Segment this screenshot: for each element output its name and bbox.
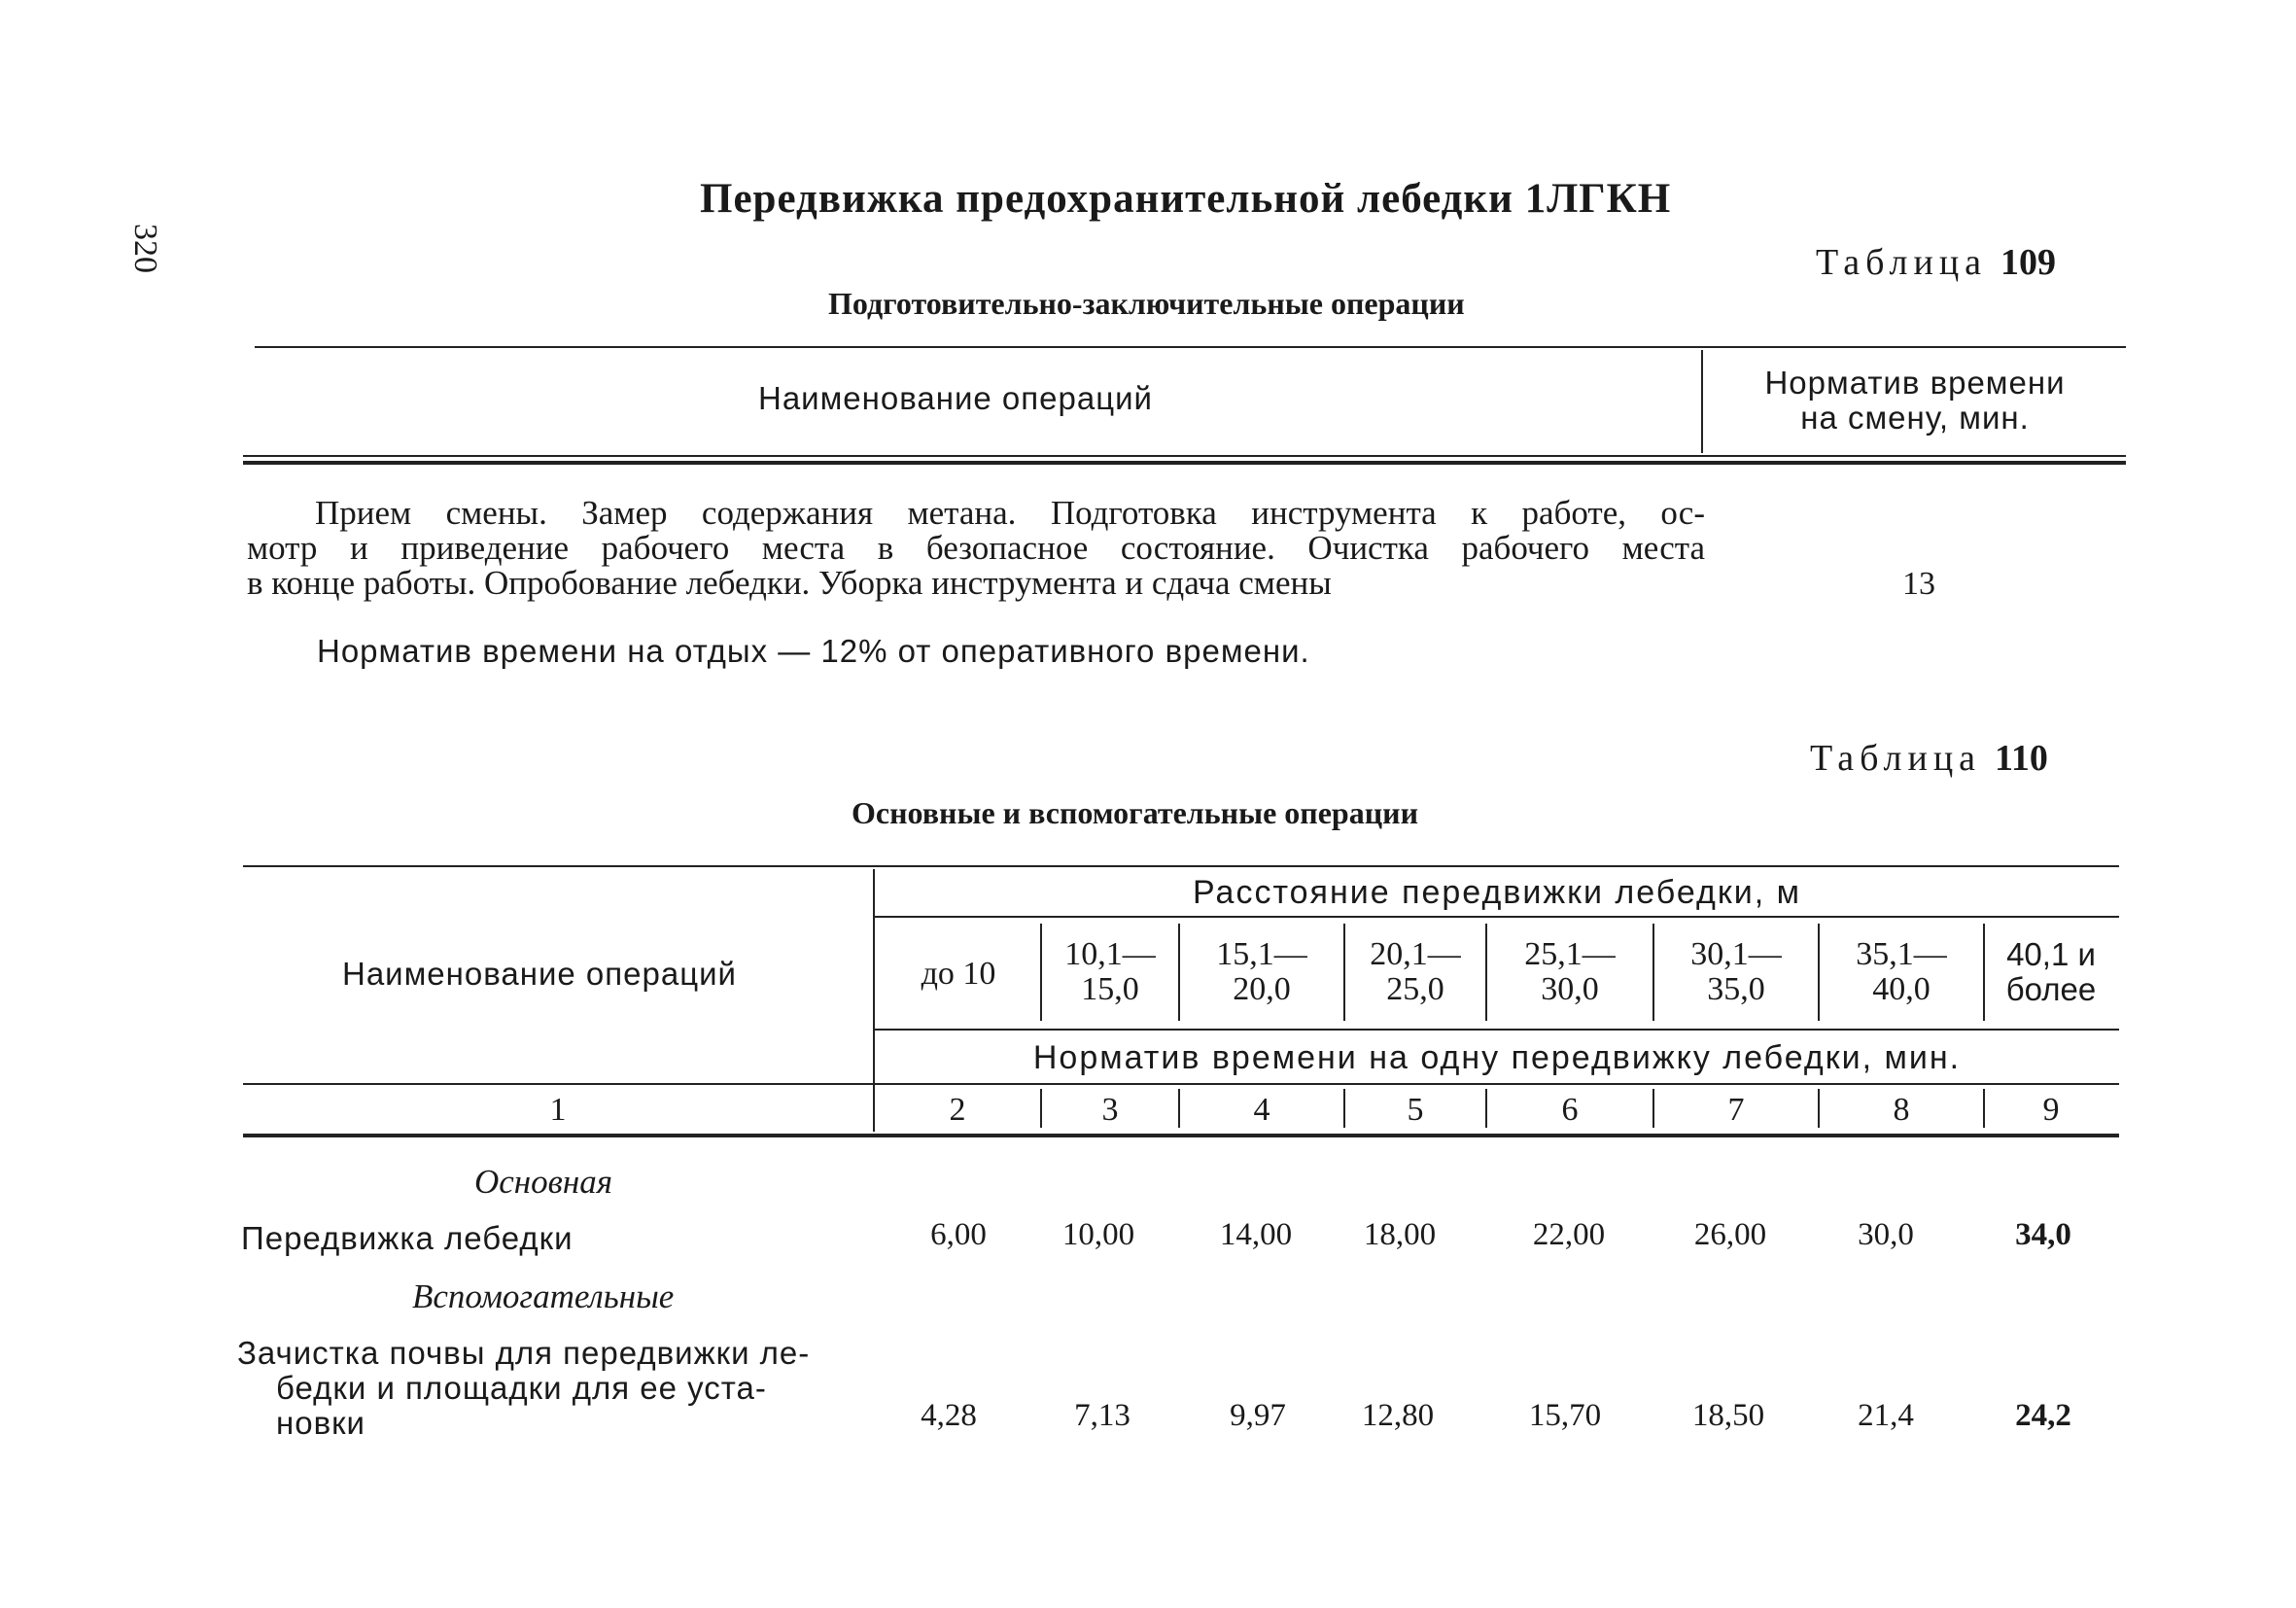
col-number-1: 1 <box>549 1092 567 1128</box>
row-main-value: 34,0 <box>2015 1217 2071 1252</box>
row-main-value: 10,00 <box>1061 1217 1135 1252</box>
table-109-header-rule-2 <box>243 461 2126 465</box>
table-109-col-norm-header-line1: Норматив времени <box>1764 365 2066 401</box>
table-109-row-text-line1: Прием смены. Замер содержания метана. Подготовка инструмента к работе, ос- <box>315 494 1705 532</box>
col-number-3: 3 <box>1101 1092 1119 1128</box>
range-col-2-line2: 15,0 <box>1081 971 1139 1007</box>
table-109-top-rule <box>255 346 2126 348</box>
table-109-col-norm-header-line2: на смену, мин. <box>1800 400 2030 436</box>
table-109-header-divider <box>1701 350 1703 453</box>
section-aux-label: Вспомогательные <box>412 1277 675 1315</box>
range-col-6 <box>1656 937 1816 1007</box>
table-109-subtitle: Подготовительно-заключительные операции <box>828 286 1465 321</box>
col-number-7: 7 <box>1727 1092 1745 1128</box>
page-title: Передвижка предохранительной лебедки 1ЛГКН <box>700 176 1672 222</box>
range-divider <box>1983 924 1985 1021</box>
row-aux-value: 18,50 <box>1691 1398 1765 1433</box>
row-aux-name-line1: Зачистка почвы для передвижки ле- <box>237 1335 811 1371</box>
table-110-col-name-header: Наименование операций <box>342 956 737 992</box>
range-divider <box>1652 924 1654 1021</box>
col-number-2: 2 <box>949 1092 966 1128</box>
row-main-value: 18,00 <box>1363 1217 1437 1252</box>
range-divider <box>1178 924 1180 1021</box>
range-col-1-line1: до 10 <box>921 956 996 992</box>
range-col-2 <box>1044 937 1176 1007</box>
range-col-1 <box>879 957 1038 992</box>
table-110-header-bottom-rule <box>243 1134 2119 1137</box>
range-divider <box>1343 924 1345 1021</box>
row-aux-value: 9,97 <box>1230 1398 1286 1433</box>
row-main-value: 14,00 <box>1219 1217 1293 1252</box>
table-109-row-text <box>247 496 1705 601</box>
table-109-row-value: 13 <box>1902 566 1935 602</box>
table-109-label <box>1816 241 2056 284</box>
table-109-row-text-line2: мотр и приведение рабочего места в безопасное состояние. Очистка рабочего места <box>247 529 1705 567</box>
range-col-5-line2: 30,0 <box>1541 971 1599 1007</box>
range-divider <box>1040 924 1042 1021</box>
page-number: 320 <box>127 224 163 273</box>
table-110-distance-rule <box>875 916 2119 918</box>
range-col-8-line1: 40,1 и <box>2006 936 2096 972</box>
range-col-6-line1: 30,1— <box>1690 936 1782 972</box>
range-col-7 <box>1822 937 1981 1007</box>
col-number-5: 5 <box>1407 1092 1424 1128</box>
range-col-8-line2: более <box>2005 971 2097 1007</box>
row-aux-value: 7,13 <box>1074 1398 1131 1433</box>
range-col-4-line2: 25,0 <box>1386 971 1444 1007</box>
table-110-label <box>1810 737 2048 780</box>
row-main-value: 22,00 <box>1532 1217 1606 1252</box>
section-main-label: Основная <box>474 1163 612 1201</box>
row-main-value: 6,00 <box>930 1217 987 1252</box>
table-110-subtitle: Основные и вспомогательные операции <box>852 795 1419 830</box>
range-col-5-line1: 25,1— <box>1524 936 1616 972</box>
row-aux-value: 15,70 <box>1528 1398 1602 1433</box>
table-110-label-word: Таблица <box>1810 738 1982 779</box>
row-aux-value: 12,80 <box>1361 1398 1435 1433</box>
table-110-norm-rule <box>243 1083 2119 1085</box>
table-110-ranges-rule <box>875 1029 2119 1031</box>
row-main-value: 26,00 <box>1693 1217 1767 1252</box>
row-aux-value: 21,4 <box>1858 1398 1914 1433</box>
col-number-8: 8 <box>1893 1092 1910 1128</box>
distance-header: Расстояние передвижки лебедки, м <box>1192 874 1802 911</box>
col-number-9: 9 <box>2042 1092 2060 1128</box>
range-divider <box>1485 924 1487 1021</box>
col-number-4: 4 <box>1253 1092 1270 1128</box>
table-109-row-text-line3: в конце работы. Опробование лебедки. Уборка инструмента и сдача смены <box>247 564 1332 602</box>
table-110-label-number: 110 <box>1995 738 2048 779</box>
norm-header: Норматив времени на одну передвижку лебедки, мин. <box>1032 1039 1962 1076</box>
range-col-4-line1: 20,1— <box>1370 936 1461 972</box>
row-main-name: Передвижка лебедки <box>241 1220 574 1256</box>
rest-time-note: Норматив времени на отдых — 12% от оперативного времени. <box>317 633 1310 669</box>
table-109-col-norm-header <box>1711 366 2119 436</box>
row-aux-name <box>237 1336 810 1441</box>
range-col-8 <box>1987 937 2115 1007</box>
table-109-col-name-header: Наименование операций <box>758 380 1153 416</box>
range-col-2-line1: 10,1— <box>1064 936 1156 972</box>
row-aux-name-line3: новки <box>276 1405 365 1441</box>
range-col-5 <box>1489 937 1651 1007</box>
range-col-4 <box>1347 937 1483 1007</box>
table-109-label-word: Таблица <box>1816 242 1988 283</box>
table-109-header-rule-1 <box>243 455 2126 457</box>
row-aux-name-line2: бедки и площадки для ее уста- <box>276 1370 767 1406</box>
table-110-top-rule <box>243 865 2119 867</box>
table-109-label-number: 109 <box>2000 242 2057 283</box>
row-aux-value: 24,2 <box>2015 1398 2071 1433</box>
range-col-3 <box>1182 937 1341 1007</box>
range-col-6-line2: 35,0 <box>1707 971 1765 1007</box>
row-aux-value: 4,28 <box>921 1398 977 1433</box>
row-main-value: 30,0 <box>1858 1217 1914 1252</box>
range-col-3-line2: 20,0 <box>1233 971 1291 1007</box>
range-col-7-line1: 35,1— <box>1856 936 1947 972</box>
range-col-7-line2: 40,0 <box>1872 971 1931 1007</box>
range-divider <box>1818 924 1820 1021</box>
col-number-6: 6 <box>1561 1092 1579 1128</box>
range-col-3-line1: 15,1— <box>1216 936 1307 972</box>
